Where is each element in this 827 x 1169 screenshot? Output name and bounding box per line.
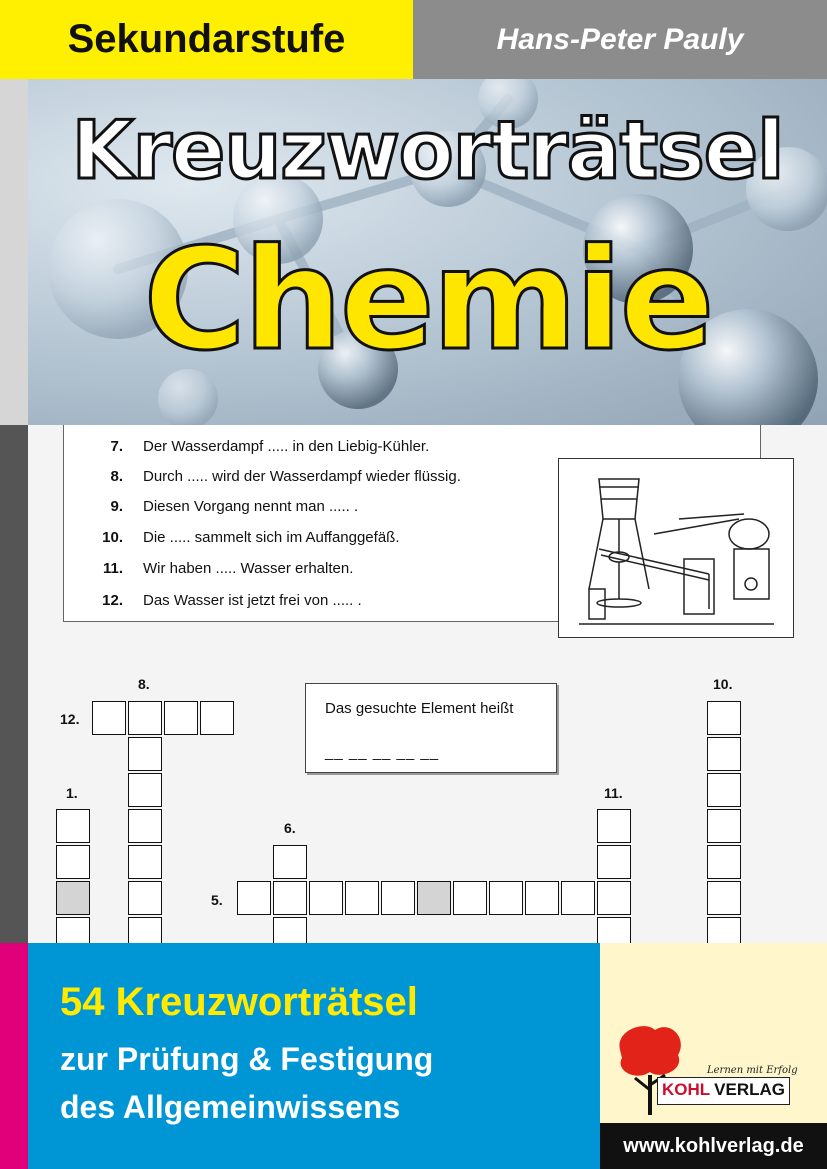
clue-number: 11. (102, 560, 123, 577)
crossword-cell (128, 773, 162, 807)
publisher-tagline: Lernen mit Erfolg (707, 1065, 798, 1076)
crossword-cell-highlight (56, 881, 90, 915)
crossword-cell (200, 701, 234, 735)
crossword-cell (597, 881, 631, 915)
grid-label: 1. (66, 785, 78, 801)
clue-text: Das Wasser ist jetzt frei von ..... . (143, 592, 362, 609)
crossword-cell (597, 845, 631, 879)
clue-number: 8. (110, 468, 123, 485)
grid-label: 8. (138, 676, 150, 692)
left-strip-light (0, 79, 28, 425)
crossword-cell (453, 881, 487, 915)
author-name: Hans-Peter Pauly (496, 22, 744, 56)
crossword-cell (128, 809, 162, 843)
crossword-cell (128, 917, 162, 943)
crossword-cell (128, 881, 162, 915)
tree-logo-icon (610, 1020, 690, 1120)
publisher-name-part-1: KOHL (658, 1078, 714, 1104)
crossword-cell (561, 881, 595, 915)
grid-label: 11. (604, 785, 623, 801)
clue-text: Diesen Vorgang nennt man ..... . (143, 498, 359, 515)
crossword-cell (707, 737, 741, 771)
publisher-name-part-2: VERLAG (714, 1078, 789, 1104)
crossword-cell (707, 773, 741, 807)
crossword-cell (237, 881, 271, 915)
distillation-illustration (558, 458, 794, 638)
clue-text: Durch ..... wird der Wasserdampf wieder flüssig. (143, 468, 461, 485)
crossword-cell (707, 845, 741, 879)
series-label: Sekundarstufe (67, 17, 346, 61)
title-line-2: Chemie (143, 219, 712, 382)
publisher-url[interactable]: www.kohlverlag.de (623, 1134, 804, 1157)
crossword-cell (525, 881, 559, 915)
grid-label: 12. (60, 711, 80, 727)
solution-blanks: __ __ __ __ __ (325, 744, 440, 761)
puzzle-count: 54 Kreuzworträtsel (60, 980, 418, 1024)
description-line-2: des Allgemeinwissens (60, 1089, 401, 1125)
left-strip-dark (0, 425, 28, 943)
crossword-cell (345, 881, 379, 915)
clue-number: 10. (102, 529, 123, 546)
crossword-cell (381, 881, 415, 915)
clue-text: Der Wasserdampf ..... in den Liebig-Kühler. (143, 438, 430, 455)
clue-number: 9. (110, 498, 123, 515)
publisher-logo (657, 1077, 790, 1105)
crossword-cell (92, 701, 126, 735)
crossword-cell (707, 881, 741, 915)
crossword-cell (309, 881, 343, 915)
grid-label: 10. (713, 676, 733, 692)
crossword-cell (707, 701, 741, 735)
grid-label: 5. (211, 892, 223, 908)
grid-label: 6. (284, 820, 296, 836)
crossword-cell (273, 917, 307, 943)
crossword-cell (597, 917, 631, 943)
crossword-cell (56, 845, 90, 879)
crossword-cell (273, 881, 307, 915)
clue-text: Wir haben ..... Wasser erhalten. (143, 560, 354, 577)
crossword-cell (128, 737, 162, 771)
solution-label: Das gesuchte Element heißt (325, 700, 514, 717)
distillation-apparatus-icon (559, 459, 793, 637)
title-line-1: Kreuzworträtsel (71, 104, 784, 197)
crossword-cell (707, 917, 741, 943)
crossword-cell (273, 845, 307, 879)
crossword-cell (597, 809, 631, 843)
clue-number: 7. (110, 438, 123, 455)
crossword-cell (489, 881, 523, 915)
crossword-cell (128, 701, 162, 735)
clue-text: Die ..... sammelt sich im Auffanggefäß. (143, 529, 400, 546)
crossword-cell (707, 809, 741, 843)
crossword-cell-highlight (417, 881, 451, 915)
clue-number: 12. (102, 592, 123, 609)
crossword-cell (56, 917, 90, 943)
crossword-cell (56, 809, 90, 843)
crossword-cell (164, 701, 198, 735)
left-strip-pink (0, 943, 28, 1169)
description-line-1: zur Prüfung & Festigung (60, 1041, 434, 1077)
crossword-cell (128, 845, 162, 879)
